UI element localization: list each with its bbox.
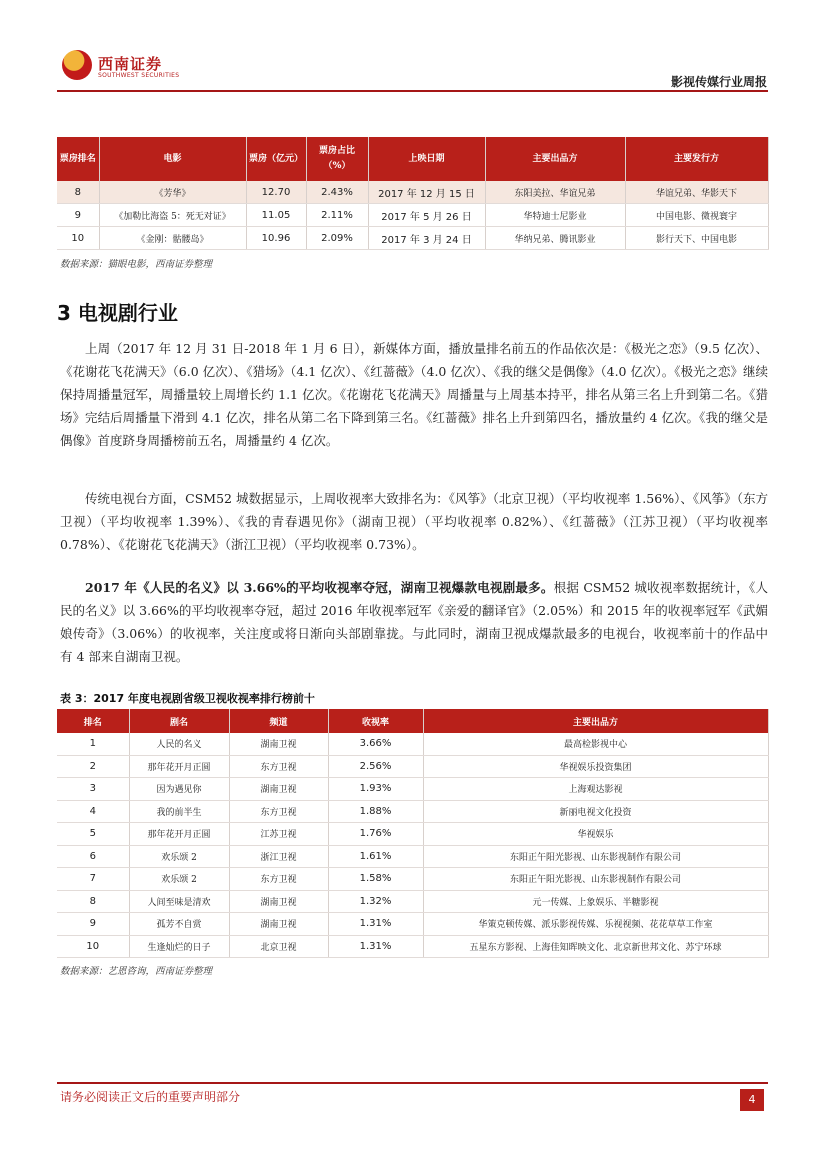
table-cell: 2.56% [328,755,423,778]
table-cell: 2017 年 3 月 24 日 [368,227,485,250]
table-cell: 9 [57,204,99,227]
table-cell: 3 [57,778,129,801]
logo-english-name: SOUTHWEST SECURITIES [98,72,180,79]
table-row [57,755,768,778]
table-cell: 5 [57,823,129,846]
table-row [57,868,768,891]
table-cell: 孤芳不自赏 [129,913,229,936]
table-cell: 北京卫视 [229,935,328,958]
table-cell: 新丽电视文化投资 [423,800,768,823]
page-number: 4 [740,1089,764,1111]
table-source-note: 数据来源：艺恩咨询，西南证券整理 [60,966,213,977]
table-cell: 那年花开月正圆 [129,755,229,778]
table-cell: 东方卫视 [229,868,328,891]
table-cell: 10.96 [246,227,306,250]
report-title: 影视传媒行业周报 [670,75,767,89]
paragraph-lead-sentence: 2017 年《人民的名义》以 3.66%的平均收视率夺冠，湖南卫视爆款电视剧最多。 [85,580,554,595]
table-row [57,823,768,846]
table-cell: 1.88% [328,800,423,823]
table-cell: 人民的名义 [129,733,229,755]
disclaimer-note: 请务必阅读正文后的重要声明部分 [60,1090,241,1104]
table-cell: 那年花开月正圆 [129,823,229,846]
table-cell: 1.32% [328,890,423,913]
table-cell: 华特迪士尼影业 [485,204,625,227]
paragraph-new-media: 上周（2017 年 12 月 31 日-2018 年 1 月 6 日），新媒体方面，播放量排名前五的作品依次是：《极光之恋》（9.5 亿次）、《花谢花飞花满天》（6.0 亿次）、《猎场》（4.1 亿次）、《红蔷薇》（4.0 亿次）、《我的继父是偶像》（4.0 亿次）。《极光之恋》继续保持周播量冠军，周播量较上周增长约 1.1 亿次。《花谢花飞花满天》周播量与上周基本持平，排名从第三名上升到第二名。《猎场》完结后周播量下滑到 4.1 亿次，排名从第二名下降到第三名。《红蔷薇》排名上升到第四名，播放量约 4 亿次。《我的继父是偶像》首度跻身周播榜前五名，周播量约 4 亿次。 [60,341,768,448]
table-cell: 元一传媒、上象娱乐、半糖影视 [423,890,768,913]
table-row [57,800,768,823]
table-caption: 表 3：2017 年度电视剧省级卫视收视率排行榜前十 [60,692,315,705]
footer-divider [57,1082,768,1084]
table-cell: 《芳华》 [99,181,246,204]
table-cell: 8 [57,181,99,204]
table-cell: 1.31% [328,913,423,936]
table-cell: 《加勒比海盗 5：死无对证》 [99,204,246,227]
table-source-note: 数据来源：猫眼电影，西南证券整理 [60,259,213,270]
table-cell: 人间至味是清欢 [129,890,229,913]
column-header: 频道 [229,709,328,733]
table-row [57,733,768,755]
table-cell: 华视娱乐 [423,823,768,846]
table-cell: 湖南卫视 [229,778,328,801]
box-office-table [57,137,769,250]
table-cell: 生逢灿烂的日子 [129,935,229,958]
table-cell: 7 [57,868,129,891]
paragraph-tv-stations: 传统电视台方面，CSM52 城数据显示，上周收视率大致排名为：《风筝》（北京卫视）（平均收视率 1.56%）、《风筝》（东方卫视）（平均收视率 1.39%）、《我的青春遇见你》（湖南卫视）（平均收视率 0.82%）、《红蔷薇》（江苏卫视）（平均收视率 0.78%）、《花谢花飞花满天》（浙江卫视）（平均收视率 0.73%）。 [60,491,768,552]
table-row [57,181,768,204]
company-logo [62,50,182,90]
column-header: 收视率 [328,709,423,733]
table-cell: 东方卫视 [229,755,328,778]
table-cell: 影行天下、中国电影 [625,227,768,250]
table-cell: 4 [57,800,129,823]
table-cell: 1.31% [328,935,423,958]
column-header: 主要发行方 [625,137,768,181]
logo-chinese-name: 西南证券 [98,55,163,73]
column-header: 主要出品方 [485,137,625,181]
table-row [57,204,768,227]
table-cell: 华纳兄弟、腾讯影业 [485,227,625,250]
table-header-row [57,709,768,733]
table-cell: 2017 年 5 月 26 日 [368,204,485,227]
table-row [57,913,768,936]
table-cell: 3.66% [328,733,423,755]
table-row [57,935,768,958]
table-cell: 2.11% [306,204,368,227]
table-row [57,890,768,913]
table-cell: 华视娱乐投资集团 [423,755,768,778]
table-cell: 湖南卫视 [229,890,328,913]
table-row [57,845,768,868]
table-cell: 2.43% [306,181,368,204]
table-cell: 东阳正午阳光影视、山东影视制作有限公司 [423,868,768,891]
table-cell: 9 [57,913,129,936]
logo-emblem-icon [62,50,92,80]
table-cell: 华谊兄弟、华影天下 [625,181,768,204]
table-cell: 东阳美拉、华谊兄弟 [485,181,625,204]
table-cell: 2.09% [306,227,368,250]
table-header-row [57,137,768,181]
paragraph-body: 根据 CSM52 城收视率数据统计，《人民的名义》以 3.66%的平均收视率夺冠，超过 2016 年收视率冠军《亲爱的翻译官》（2.05%）和 2015 年的收视率冠军《武媚娘传奇》（3.06%）的收视率，关注度或将日渐向头部剧靠拢。与此同时，湖南卫视成爆款最多的电视台，收视率前十的作品中有 4 部来自湖南卫视。 [60,580,768,664]
table-cell: 11.05 [246,204,306,227]
column-header: 主要出品方 [423,709,768,733]
table-cell: 1.76% [328,823,423,846]
table-row [57,778,768,801]
table-cell: 《金刚：骷髅岛》 [99,227,246,250]
tv-ratings-table [57,709,769,958]
table-cell: 浙江卫视 [229,845,328,868]
table-cell: 上海观达影视 [423,778,768,801]
table-cell: 10 [57,227,99,250]
column-header: 排名 [57,709,129,733]
table-cell: 东阳正午阳光影视、山东影视制作有限公司 [423,845,768,868]
header-divider [57,90,768,92]
table-cell: 最高检影视中心 [423,733,768,755]
column-header: 剧名 [129,709,229,733]
table-cell: 江苏卫视 [229,823,328,846]
section-title: 3 电视剧行业 [57,301,178,325]
table-cell: 欢乐颂 2 [129,868,229,891]
table-cell: 华策克顿传媒、派乐影视传媒、乐视视频、花花草草工作室 [423,913,768,936]
table-cell: 因为遇见你 [129,778,229,801]
table-cell: 10 [57,935,129,958]
table-cell: 1 [57,733,129,755]
table-cell: 6 [57,845,129,868]
table-cell: 五星东方影视、上海佳知晖映文化、北京新世邦文化、苏宁环球 [423,935,768,958]
table-row [57,227,768,250]
table-cell: 欢乐颂 2 [129,845,229,868]
table-cell: 湖南卫视 [229,733,328,755]
table-cell: 中国电影、微视寰宇 [625,204,768,227]
table-cell: 我的前半生 [129,800,229,823]
table-cell: 东方卫视 [229,800,328,823]
column-header: 票房排名 [57,137,99,181]
column-header: 电影 [99,137,246,181]
column-header: 票房（亿元） [246,137,306,181]
table-cell: 1.61% [328,845,423,868]
table-cell: 12.70 [246,181,306,204]
paragraph-annual-ratings [60,576,768,668]
table-cell: 1.58% [328,868,423,891]
column-header: 票房占比（%） [306,137,368,181]
table-cell: 2017 年 12 月 15 日 [368,181,485,204]
table-cell: 1.93% [328,778,423,801]
table-cell: 8 [57,890,129,913]
table-cell: 湖南卫视 [229,913,328,936]
column-header: 上映日期 [368,137,485,181]
table-cell: 2 [57,755,129,778]
